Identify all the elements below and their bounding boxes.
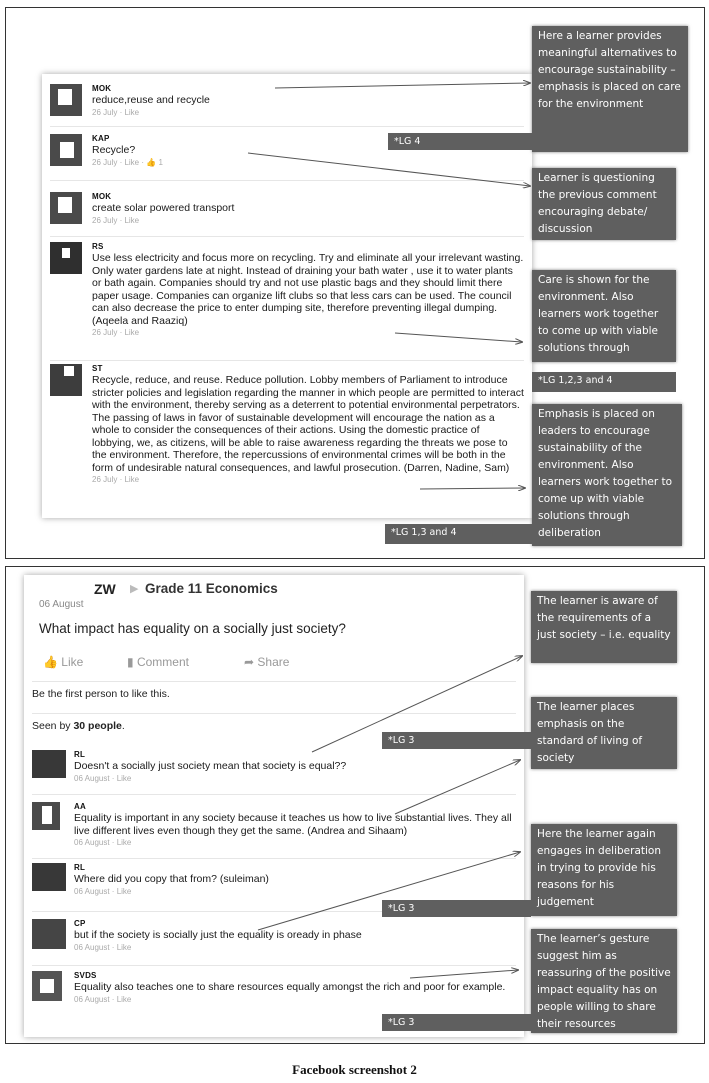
figure-caption: Facebook screenshot 2 xyxy=(292,1062,417,1077)
seen-by xyxy=(32,713,516,732)
seen-suffix: . xyxy=(121,720,125,732)
comment-item xyxy=(50,192,524,226)
lg-tag: *LG 1,2,3 and 4 xyxy=(532,372,676,392)
comment-label: Comment xyxy=(136,655,189,669)
comment-text: Doesn't a socially just society mean that society is equal?? xyxy=(74,760,347,772)
thumbs-up-icon: 👍 xyxy=(146,157,157,167)
share-label: Share xyxy=(257,655,290,669)
comment-author[interactable]: SVDS xyxy=(74,971,97,980)
comment-text: Equality is important in any society because it teaches us how to live substantial lives. They all live different lives even though they get the same. (Andrea and Sihaam) xyxy=(74,812,512,837)
comment-author[interactable]: RS xyxy=(92,242,104,251)
annotation-note: Emphasis is placed on leaders to encourage sustainability of the environment. Also learners work together to come up with viable solutions through deliberation xyxy=(532,404,682,546)
share-arrow-icon: ➦ xyxy=(244,655,255,669)
seen-count[interactable]: 30 people xyxy=(73,720,122,732)
divider xyxy=(50,236,524,237)
annotation-note: Here the learner again engages in deliberation in trying to provide his reasons for his judgement xyxy=(531,824,677,916)
comment-item xyxy=(32,802,516,854)
comment-meta[interactable]: 26 July · Like xyxy=(92,107,140,117)
divider xyxy=(50,126,524,127)
comment-author[interactable]: ST xyxy=(92,364,103,373)
comment-author[interactable]: AA xyxy=(74,802,86,811)
comment-item xyxy=(32,750,516,790)
comment-author[interactable]: MOK xyxy=(92,192,112,201)
comment-text: Equality also teaches one to share resources equally amongst the rich and poor for example. xyxy=(74,981,506,993)
comment-meta[interactable]: 06 August · Like xyxy=(74,886,132,896)
thumbs-up-icon: 👍 xyxy=(43,655,58,669)
lg-tag: *LG 3 xyxy=(382,732,531,749)
divider xyxy=(32,858,516,859)
facebook-post-card xyxy=(24,575,524,1037)
comment-button[interactable] xyxy=(127,655,189,669)
like-count: 1 xyxy=(158,157,163,167)
comment-meta[interactable]: 26 July · Like xyxy=(92,215,140,225)
comment-meta[interactable]: 26 July · Like xyxy=(92,328,140,337)
comment-item xyxy=(32,863,516,903)
annotation-note: The learner is aware of the requirements of a just society – i.e. equality xyxy=(531,591,677,663)
group-name[interactable]: Grade 11 Economics xyxy=(145,581,278,596)
comment-text: Recycle? xyxy=(92,144,136,156)
divider xyxy=(50,180,524,181)
lg-tag: *LG 1,3 and 4 xyxy=(385,524,532,544)
comment-item xyxy=(50,84,524,118)
comment-text: Where did you copy that from? (suleiman) xyxy=(74,873,269,885)
comment-meta[interactable]: 06 August · Like xyxy=(74,994,132,1004)
avatar[interactable] xyxy=(32,750,66,778)
comment-item xyxy=(50,364,524,514)
comment-author[interactable]: KAP xyxy=(92,134,110,143)
comment-text: reduce,reuse and recycle xyxy=(92,94,210,106)
triangle-right-icon: ▶ xyxy=(130,583,139,595)
comment-author[interactable]: MOK xyxy=(92,84,112,93)
divider xyxy=(32,794,516,795)
lg-tag: *LG 4 xyxy=(388,133,532,150)
comment-meta[interactable]: 06 August · Like xyxy=(74,773,132,783)
speech-bubble-icon: ▮ xyxy=(127,655,134,669)
comment-meta xyxy=(92,158,524,167)
annotation-note: The learner places emphasis on the standard of living of society xyxy=(531,697,677,769)
avatar[interactable] xyxy=(32,863,66,891)
avatar[interactable] xyxy=(50,134,82,166)
comment-author[interactable]: RL xyxy=(74,750,86,759)
lg-tag: *LG 3 xyxy=(382,1014,531,1031)
avatar[interactable] xyxy=(50,242,82,274)
avatar[interactable] xyxy=(50,364,82,396)
comment-meta-text[interactable]: 26 July · Like · xyxy=(92,157,145,167)
avatar[interactable] xyxy=(50,84,82,116)
comment-item xyxy=(50,242,524,354)
avatar[interactable] xyxy=(32,802,60,830)
divider xyxy=(32,965,516,966)
like-button[interactable] xyxy=(43,655,83,669)
divider xyxy=(50,360,524,361)
comment-meta[interactable]: 06 August · Like xyxy=(74,942,132,952)
avatar[interactable] xyxy=(32,971,62,1001)
comment-text: Use less electricity and focus more on recycling. Try and eliminate all your irrelevant wasting. Only water gardens late at night. Instead of draining your bath water , use it to water plants or bath again. Companies should try and not use plastic bags and they should limit there paper usage. Companies can organize lift clubs so that less cars can be used. The council can also decrease the price to enter dumping site, therefore preventing illegal dumping. (Aqeela and Raaziq) xyxy=(92,252,524,327)
annotation-note: Learner is questioning the previous comment encouraging debate/ discussion xyxy=(532,168,676,240)
comment-author[interactable]: RL xyxy=(74,863,86,872)
comment-text: create solar powered transport xyxy=(92,202,235,214)
first-like-text: Be the first person to like this. xyxy=(32,681,516,700)
share-button[interactable] xyxy=(244,655,289,669)
comment-text: Recycle, reduce, and reuse. Reduce pollution. Lobby members of Parliament to introduce stricter policies and legislation regarding the manner in which people are permitted to interact with the environment, thereby serving as a deterrent to potential environmental perpetrators. The passing of laws in favor of sustainable development will encourage the nation as a whole to consider the consequences of their actions. Using the domestic practice of lobbying, we, as citizens, will be able to raise awareness regarding the threats we pose to the environment. Therefore, the repercussions of environmental crimes will be both in the form of undesirable natural consequences, and lawful prosecution. (Darren, Nadine, Sam) xyxy=(92,374,524,474)
annotation-note: Care is shown for the environment. Also learners work together to come up with viable solutions through xyxy=(532,270,676,362)
comment-author[interactable]: CP xyxy=(74,919,86,928)
post-date[interactable]: 06 August xyxy=(39,599,84,610)
like-label: Like xyxy=(61,655,84,669)
annotation-note: The learner’s gesture suggest him as reassuring of the positive impact equality has on people willing to share their resources xyxy=(531,929,677,1033)
annotation-note: Here a learner provides meaningful alternatives to encourage sustainability – emphasis is placed on care for the environment xyxy=(532,26,688,152)
lg-tag: *LG 3 xyxy=(382,900,531,917)
comment-item xyxy=(32,919,516,959)
avatar[interactable] xyxy=(32,919,66,949)
comment-meta[interactable]: 26 July · Like xyxy=(92,475,140,484)
comment-meta[interactable]: 06 August · Like xyxy=(74,838,132,847)
post-author[interactable]: ZW xyxy=(94,581,116,597)
comment-text: but if the society is socially just the equality is oready in phase xyxy=(74,929,362,941)
seen-prefix: Seen by xyxy=(32,720,71,732)
post-text: What impact has equality on a socially just society? xyxy=(39,621,346,636)
avatar[interactable] xyxy=(50,192,82,224)
